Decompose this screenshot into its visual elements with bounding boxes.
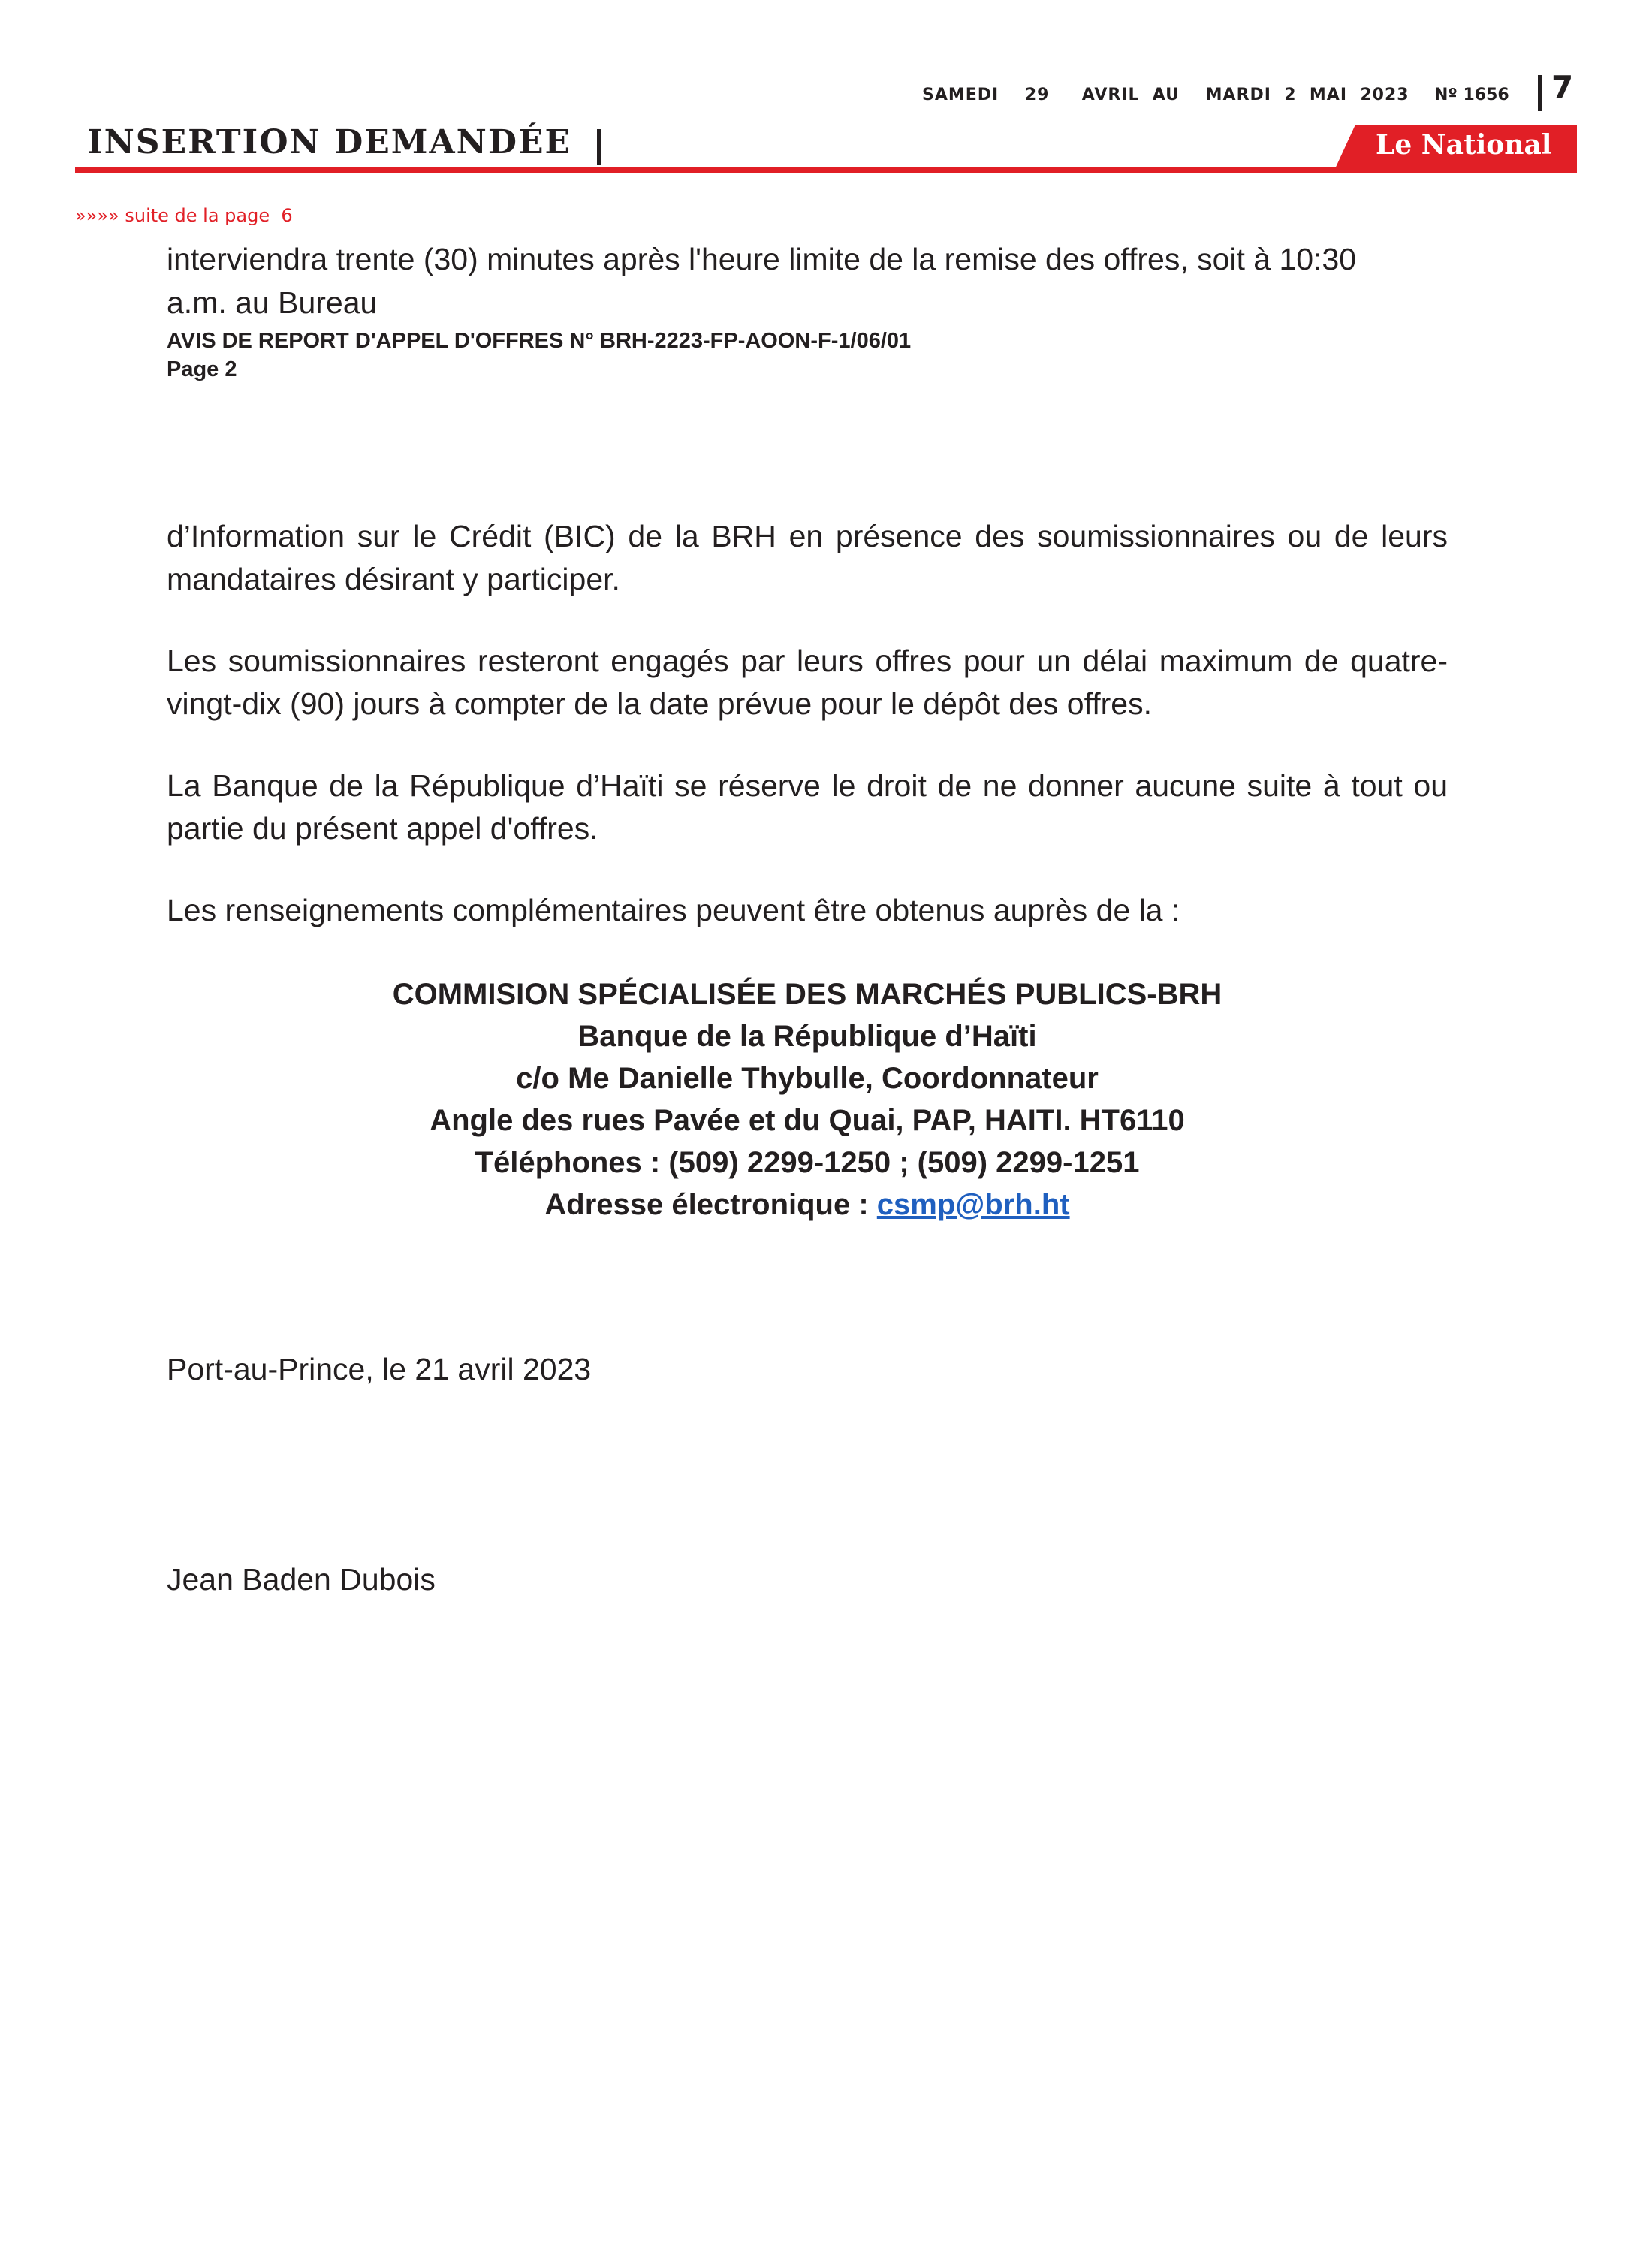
contact-coordinator: c/o Me Danielle Thybulle, Coordonnateur: [516, 1062, 1099, 1095]
contact-block: [167, 973, 1448, 1226]
signatory-name: Jean Baden Dubois: [167, 1562, 436, 1597]
paragraph-validity: Les soumissionnaires resteront engagés par leurs offres pour un délai maximum de quatre-vingt-dix (90) jours à compter de la date prévue pour le dépôt des offres.: [167, 644, 1448, 721]
contact-bank: Banque de la République d’Haïti: [577, 1020, 1037, 1053]
issue-number: Nº 1656: [1434, 86, 1509, 104]
contact-email-link[interactable]: csmp@brh.ht: [876, 1188, 1070, 1221]
paragraph-reservation: La Banque de la République d’Haïti se réserve le droit de ne donner aucune suite à tout ou partie du présent appel d'offres.: [167, 768, 1448, 846]
contact-email-line: [167, 1184, 1448, 1226]
page-number: 7: [1551, 69, 1574, 106]
contact-email-label: Adresse électronique :: [544, 1188, 877, 1221]
contact-phones: Téléphones : (509) 2299-1250 ; (509) 2299-1251: [475, 1146, 1140, 1179]
section-title-divider: [597, 129, 601, 165]
paragraph-info: Les renseignements complémentaires peuvent être obtenus auprès de la :: [167, 893, 1180, 927]
contact-org: COMMISION SPÉCIALISÉE DES MARCHÉS PUBLICS-BRH: [392, 978, 1222, 1011]
notice-page-label: Page 2: [167, 357, 237, 382]
paper-name: Le National: [1376, 129, 1552, 161]
notice-reference: AVIS DE REPORT D'APPEL D'OFFRES N° BRH-2223-FP-AOON-F-1/06/01: [167, 329, 912, 353]
continued-from-link[interactable]: »»»» suite de la page 6: [75, 205, 293, 226]
intro-line-1: interviendra trente (30) minutes après l'heure limite de la remise des offres, soit à 10:30: [167, 242, 1357, 276]
contact-address: Angle des rues Pavée et du Quai, PAP, HAITI. HT6110: [430, 1104, 1185, 1137]
intro-line-2: a.m. au Bureau: [167, 285, 378, 320]
place-date: Port-au-Prince, le 21 avril 2023: [167, 1352, 592, 1386]
section-title: INSERTION DEMANDÉE: [87, 123, 572, 161]
paragraph-bic: d’Information sur le Crédit (BIC) de la BRH en présence des soumissionnaires ou de leurs mandataires désirant y participer.: [167, 519, 1448, 596]
issue-dateline: SAMEDI 29 AVRIL AU MARDI 2 MAI 2023: [922, 86, 1409, 104]
page-number-divider: [1538, 75, 1542, 111]
